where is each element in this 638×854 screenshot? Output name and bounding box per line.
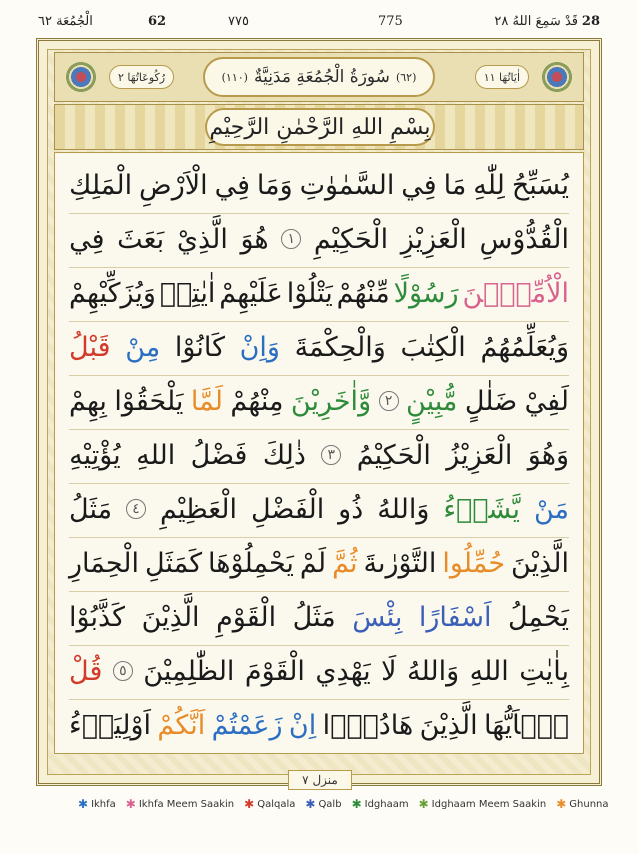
- word: فَضْلُ: [190, 439, 248, 471]
- word: وَمَا: [256, 169, 293, 201]
- word: يَحْمِلُوْهَا: [208, 547, 294, 579]
- word: الْقُدُّوْسِ: [479, 223, 569, 255]
- word: الْمَلِكِ: [69, 169, 133, 201]
- word: الْعَظِيْمِ: [159, 493, 238, 525]
- text-panel: [54, 152, 584, 754]
- word: كَمَثَلِ: [145, 547, 203, 579]
- legend-label: Ikhfa: [91, 798, 116, 810]
- word: الْعَزِيْزُ: [446, 439, 513, 471]
- surah-number: 62: [148, 14, 167, 29]
- word: اَسْفَارًا: [418, 601, 492, 633]
- word: ثُمَّ: [332, 547, 358, 579]
- word: يَّشَاۤءُ: [443, 493, 521, 525]
- tajweed-legend: [78, 795, 609, 813]
- legend-item: [78, 795, 116, 813]
- word: لَفِيْ: [524, 385, 569, 417]
- word: وَّاٰخَرِيْنَ: [290, 385, 372, 417]
- word: لَمْ: [299, 547, 327, 579]
- word: وَيُزَكِّيْهِمْ: [69, 277, 156, 309]
- word: لَا: [381, 655, 397, 687]
- word: كَذَّبُوْا: [69, 601, 126, 633]
- word: اِنْ: [288, 709, 317, 741]
- word: اَوْلِيَاۤءُ: [69, 709, 152, 741]
- ayat-label: اٰيَاتُهَا ١١: [475, 65, 529, 89]
- text-line: [69, 643, 569, 700]
- word: الْفَضْلِ: [250, 493, 325, 525]
- word: يَهْدِي: [315, 655, 371, 687]
- word: الَّذِيْنَ: [141, 601, 200, 633]
- word: وَهُوَ: [527, 439, 569, 471]
- star-icon: ✱: [418, 797, 429, 811]
- star-icon: ✱: [78, 797, 89, 811]
- word: بِئْسَ: [352, 601, 403, 633]
- legend-label: Idghaam: [364, 798, 409, 810]
- word: يُؤْتِيْهِ: [69, 439, 121, 471]
- word: حُمِّلُوا: [442, 547, 506, 579]
- legend-item: [419, 795, 547, 813]
- word: الَّذِيْنَ: [511, 547, 569, 579]
- legend-label: Ghunna: [569, 798, 609, 810]
- word: اللهِ: [469, 655, 509, 687]
- manzil-label: منزل ٧: [288, 770, 352, 790]
- revelation-order: (١١٠): [221, 70, 248, 84]
- word: مَنْ: [533, 493, 569, 525]
- word: وَالْحِكْمَةَ: [294, 331, 386, 363]
- word: فِي: [214, 169, 250, 201]
- word: هَادُوْۤا: [322, 709, 414, 741]
- legend-label: Qalb: [318, 798, 342, 810]
- word: وَيُعَلِّمُهُمُ: [480, 331, 569, 363]
- surah-header-band: [54, 52, 584, 102]
- text-line: [69, 319, 569, 376]
- star-icon: ✱: [351, 797, 362, 811]
- word: ذُو: [338, 493, 364, 525]
- word: مِّنْهُمْ: [336, 277, 390, 309]
- word: مَا: [443, 169, 467, 201]
- word: بِاٰيٰتِ: [519, 655, 569, 687]
- word: بِهِمْ: [69, 385, 107, 417]
- page-number-arabic: ٧٧٥: [228, 14, 249, 29]
- word: الْعَزِيْزِ: [400, 223, 467, 255]
- word: وَاِنْ: [239, 331, 280, 363]
- word: الْحَكِيْمُ: [356, 439, 431, 471]
- legend-item: [126, 795, 234, 813]
- word: مُّبِيْنٍ: [406, 385, 458, 417]
- word: ضَلٰلٍ: [464, 385, 518, 417]
- text-line: [69, 589, 569, 646]
- word: وَاللهُ: [377, 493, 430, 525]
- legend-label: Ikhfa Meem Saakin: [138, 798, 235, 810]
- word: مِنْ: [125, 331, 161, 363]
- word: يَحْمِلُ: [507, 601, 569, 633]
- text-line: [69, 157, 569, 214]
- legend-item: [244, 795, 295, 813]
- bismillah-band: [54, 104, 584, 150]
- legend-label: Idghaam Meem Saakin: [431, 798, 547, 810]
- star-icon: ✱: [305, 797, 316, 811]
- text-line: [69, 265, 569, 322]
- text-line: [69, 535, 569, 592]
- word: يُسَبِّحُ: [511, 169, 569, 201]
- surah-name-arabic: الْجُمُعَة ٦٢: [38, 14, 93, 29]
- word: اللهِ: [136, 439, 176, 471]
- word: يٰۤاَيُّهَا: [483, 709, 569, 741]
- text-line: [69, 481, 569, 538]
- text-line: [69, 211, 569, 268]
- star-icon: ✱: [125, 797, 136, 811]
- word: قُلْ: [69, 655, 103, 687]
- bismillah: بِسْمِ اللهِ الرَّحْمٰنِ الرَّحِيْمِ: [205, 108, 435, 146]
- ornament-icon: [537, 57, 577, 97]
- ayah-number: ١: [281, 229, 301, 249]
- word: الْقَوْمَ: [244, 655, 305, 687]
- ornament-icon: [61, 57, 101, 97]
- surah-title-cartouche: [203, 57, 435, 97]
- surah-order: (٦٢): [395, 70, 417, 84]
- word: اٰيٰتِهٖ: [159, 277, 216, 309]
- text-line: [69, 427, 569, 484]
- page-number: 775: [378, 14, 403, 29]
- juz-name-arabic: قَدْ سَمِعَ اللهُ ٢٨: [494, 14, 578, 29]
- legend-item: [305, 795, 341, 813]
- word: كَانُوْا: [174, 331, 225, 363]
- legend-item: [352, 795, 409, 813]
- word: الْكِتٰبَ: [400, 331, 466, 363]
- word: الْاُمِّيّٖنَ: [462, 277, 569, 309]
- star-icon: ✱: [244, 797, 255, 811]
- page-header: [38, 10, 600, 36]
- word: عَلَيْهِمْ: [219, 277, 283, 309]
- juz-number: 28: [581, 14, 600, 29]
- word: هُوَ: [240, 223, 269, 255]
- word: يَتْلُوْا: [286, 277, 333, 309]
- word: الْاَرْضِ: [139, 169, 208, 201]
- rukus-label: رُكُوعَاتُهَا ٢: [109, 65, 174, 89]
- word: وَاللهُ: [406, 655, 460, 687]
- text-line: [69, 373, 569, 430]
- word: اَنَّكُمْ: [157, 709, 206, 741]
- word: زَعَمْتُمْ: [211, 709, 283, 741]
- ayah-number: ٢: [379, 391, 399, 411]
- word: بَعَثَ: [117, 223, 165, 255]
- word: الْحِمَارِ: [69, 547, 140, 579]
- star-icon: ✱: [556, 797, 567, 811]
- word: التَّوْرٰىةَ: [363, 547, 437, 579]
- word: لِلّٰهِ: [473, 169, 505, 201]
- surah-title: سُورَةُ الْجُمُعَةِ مَدَنِيَّةٌ: [253, 67, 390, 87]
- word: مَثَلُ: [292, 601, 336, 633]
- word: فِي: [401, 169, 437, 201]
- word: الظّٰلِمِيْنَ: [143, 655, 235, 687]
- word: مِنْهُمْ: [230, 385, 284, 417]
- word: يَلْحَقُوْا: [114, 385, 184, 417]
- word: الَّذِيْ: [176, 223, 228, 255]
- word: رَسُوْلًا: [393, 277, 459, 309]
- word: السَّمٰوٰتِ: [299, 169, 395, 201]
- legend-label: Qalqala: [257, 798, 296, 810]
- word: مَثَلُ: [69, 493, 113, 525]
- text-line: [69, 697, 569, 753]
- word: الَّذِيْنَ: [419, 709, 478, 741]
- word: لَمَّا: [190, 385, 223, 417]
- ayah-number: ٤: [126, 499, 146, 519]
- word: قَبْلُ: [69, 331, 111, 363]
- ayah-number: ٣: [321, 445, 341, 465]
- ayah-number: ٥: [113, 661, 133, 681]
- word: الْحَكِيْمِ: [313, 223, 389, 255]
- word: ذٰلِكَ: [262, 439, 306, 471]
- legend-item: [556, 795, 608, 813]
- word: فِي: [69, 223, 105, 255]
- word: الْقَوْمِ: [216, 601, 277, 633]
